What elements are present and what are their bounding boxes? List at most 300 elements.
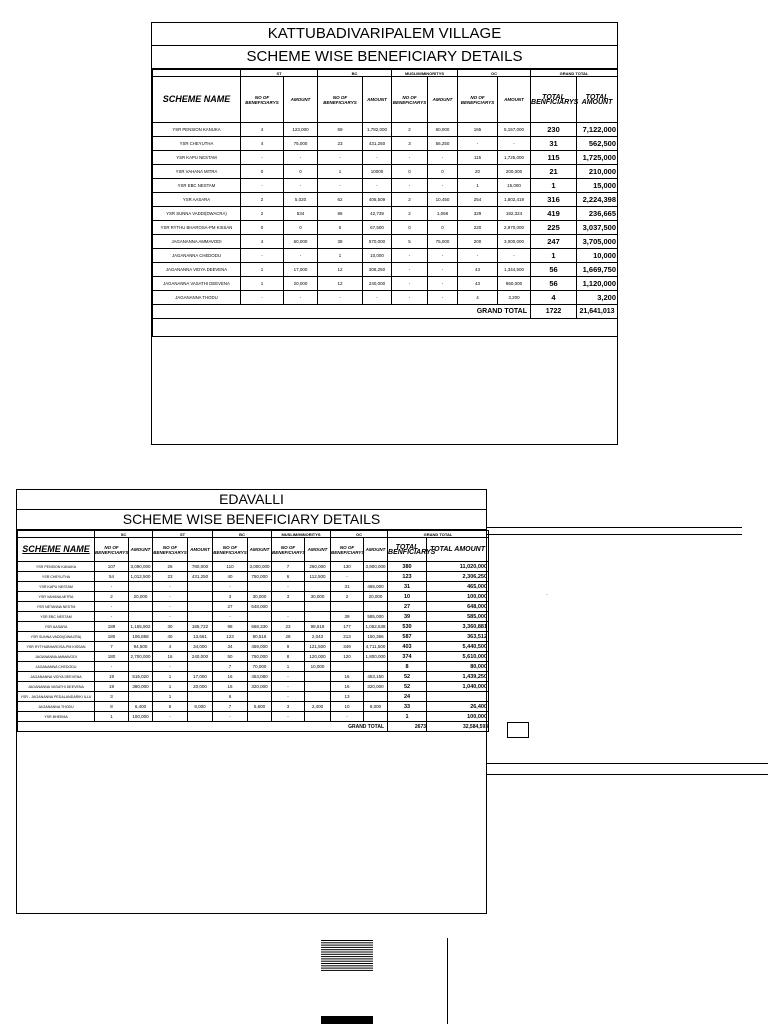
value-cell: - [498,249,531,263]
total-amt-cell: 363,512 [427,632,489,642]
value-cell: 8,000 [364,702,388,712]
value-cell: 75,000 [284,137,318,151]
value-cell: 750,000 [248,652,272,662]
total-amt-cell: 10,000 [577,249,618,263]
thumb-line [321,970,373,971]
scheme-name-cell: JAGANANNA AMMAVODI [18,652,95,662]
value-cell: 50 [213,652,248,662]
stray-mark: · [546,592,548,598]
value-cell: 320,000 [248,682,272,692]
value-cell: 431,250 [363,137,392,151]
total-ben-cell: 31 [388,582,427,592]
total-ben-cell: 56 [531,263,577,277]
table-row [18,572,489,582]
value-cell [305,602,331,612]
value-cell: - [95,582,129,592]
value-cell: - [428,277,458,291]
total-amt-cell: 80,000 [427,662,489,672]
value-cell: 1,802,419 [498,193,531,207]
total-amt-cell: 100,000 [427,712,489,722]
total-ben-cell: 39 [388,612,427,622]
total-amt-cell: 3,705,000 [577,235,618,249]
total-ben-cell: 21 [531,165,577,179]
total-ben-cell: 4 [531,291,577,305]
value-cell: 10,000 [305,662,331,672]
value-cell: - [241,179,284,193]
table-row [153,123,618,137]
value-cell: 254 [458,193,498,207]
value-cell: 1,344,500 [498,263,531,277]
value-cell: - [284,151,318,165]
table-row [153,263,618,277]
scheme-name-cell: YSR VAHANA MITRA [153,165,241,179]
amount-header: AMOUNT [363,77,392,123]
scheme-name-cell: YSR NETANNA NESTM [18,602,95,612]
table-row [18,622,489,632]
value-cell: 7 [213,662,248,672]
value-cell: - [318,291,363,305]
value-cell: 213 [331,632,364,642]
total-amt-cell: 648,000 [427,602,489,612]
scheme-name-cell: JAGANANNA THODU [18,702,95,712]
value-cell [305,712,331,722]
value-cell: 39 [331,612,364,622]
value-cell: - [331,712,364,722]
village-title: KATTUBADIVARIPALEM VILLAGE [152,23,617,46]
value-cell [305,582,331,592]
value-cell: 10000 [363,165,392,179]
value-cell: 4,711,500 [364,642,388,652]
total-ben-cell: 1 [531,249,577,263]
value-cell: 189 [95,622,129,632]
total-ben-cell: 403 [388,642,427,652]
value-cell [188,692,213,702]
total-amt-cell [427,692,489,702]
value-cell: 0 [284,165,318,179]
scheme-name-cell: YSR EBC NESTAM [18,612,95,622]
total-ben-cell: 374 [388,652,427,662]
value-cell: 1 [153,672,188,682]
value-cell: - [428,263,458,277]
value-cell: - [428,179,458,193]
value-cell: 34,000 [188,642,213,652]
thumb-line [321,963,373,964]
total-amt-cell: 210,000 [577,165,618,179]
value-cell: 1 [241,263,284,277]
value-cell: 220 [458,221,498,235]
value-cell: 5,020 [284,193,318,207]
scheme-name-cell: YSR KAPU NESTAM [153,151,241,165]
value-cell: 515,020 [129,672,153,682]
value-cell: - [392,277,428,291]
scheme-name-cell: JAGANANNA VASATHI DEEVENA [153,277,241,291]
value-cell: - [458,137,498,151]
table-row [153,277,618,291]
value-cell: 1 [153,682,188,692]
group-st: ST [153,531,213,538]
value-cell: 54 [95,572,129,582]
group-bc: BC [318,70,392,77]
value-cell: 2 [95,592,129,602]
value-cell: 16 [213,672,248,682]
value-cell: - [153,582,188,592]
value-cell: 98,519 [305,622,331,632]
value-cell: - [241,291,284,305]
table-row [153,179,618,193]
table-row [18,662,489,672]
total-ben-cell: 31 [531,137,577,151]
value-cell: 5 [153,702,188,712]
value-cell: 16 [331,682,364,692]
scheme-name-cell: YSR PENSION KANUKA [18,562,95,572]
scheme-name-cell: YSR BHEEMA [18,712,95,722]
table-row [18,612,489,622]
thumb-line [321,956,373,957]
value-cell: 90,516 [248,632,272,642]
value-cell [129,612,153,622]
value-cell: 31 [331,582,364,592]
edavalli-sheet [16,489,487,914]
value-cell: - [272,672,305,682]
grand-total-amt: 32,584,593 [427,722,489,732]
value-cell: 17,000 [188,672,213,682]
scheme-name-cell: YSR SUNNA VADDI(DWACRA) [153,207,241,221]
value-cell: 16 [213,682,248,692]
scheme-name-cell: JAGANANNA VIDYA DEEVENA [153,263,241,277]
scheme-name-cell: JAGANANNA VIDYA DEEVENA [18,672,95,682]
value-cell: 20,000 [364,592,388,602]
value-cell: 115 [458,151,498,165]
value-cell: 107 [95,562,129,572]
value-cell: 3 [272,702,305,712]
total-amt-cell: 100,000 [427,592,489,602]
value-cell: - [392,291,428,305]
group-grand-total: GRAND TOTAL [531,70,618,77]
value-cell: 20,000 [284,277,318,291]
value-cell: 62 [318,193,363,207]
total-amt-cell: 26,400 [427,702,489,712]
value-cell: 585,000 [364,612,388,622]
table-row [18,702,489,712]
table-row [153,221,618,235]
scheme-name-cell: YSR SUNNA VADDI(DWACRA) [18,632,95,642]
thumb-line [321,942,373,943]
total-ben-header: TOTAL BENFICIARYS [388,538,427,562]
scheme-name-cell: JAGANANNA CHEDODU [153,249,241,263]
group-minority: MUSLIM/MINORITYS [272,531,331,538]
scheme-name-cell: JAGANANNA THODU [153,291,241,305]
value-cell: 12 [318,277,363,291]
value-cell: - [284,291,318,305]
value-cell: 240,000 [363,277,392,291]
total-ben-cell: 1 [531,179,577,193]
value-cell: 0 [241,165,284,179]
value-cell: 453,080 [248,672,272,682]
value-cell: 4 [241,137,284,151]
value-cell: 28 [272,632,305,642]
grand-total-amt: 21,641,013 [577,305,618,319]
value-cell: 200 [458,235,498,249]
page-divider-line [447,938,448,1024]
value-cell: 2 [392,193,428,207]
value-cell [188,602,213,612]
amount-header: AMOUNT [129,538,153,562]
value-cell: 112,500 [305,572,331,582]
value-cell: - [213,712,248,722]
scheme-name-header: SCHEME NAME [153,77,241,123]
total-amt-header: TOTAL AMOUNT [427,538,489,562]
table-row [153,207,618,221]
value-cell: 16 [153,652,188,662]
value-cell: 6,400 [129,702,153,712]
value-cell: 60,000 [428,123,458,137]
group-sc: SC [95,531,153,538]
value-cell: 1,155,902 [129,622,153,632]
value-cell: 10 [331,702,364,712]
value-cell: - [153,712,188,722]
value-cell: 2 [241,207,284,221]
total-ben-cell: 10 [388,592,427,602]
value-cell: 453,150 [364,672,388,682]
scheme-name-cell: YSR PENSION KANUKA [153,123,241,137]
value-cell: 180 [95,632,129,642]
value-cell [129,662,153,672]
table-row [18,582,489,592]
value-cell: - [272,712,305,722]
total-ben-cell: 230 [531,123,577,137]
value-cell: 1 [318,249,363,263]
scheme-name-cell: YSR KAPU NESTAM [18,582,95,592]
total-ben-cell: 1 [388,712,427,722]
value-cell: 38 [318,235,363,249]
value-cell: 30,000 [305,592,331,602]
total-amt-cell: 1,040,000 [427,682,489,692]
scheme-name-cell: YSR CHEYUTHA [18,572,95,582]
thumb-line [321,945,373,946]
value-cell: - [153,602,188,612]
value-cell: 130 [331,562,364,572]
value-cell: 177 [331,622,364,632]
value-cell: 75,000 [428,235,458,249]
value-cell: 100,000 [129,712,153,722]
value-cell: 0 [428,165,458,179]
group-minority: MUSLIM/MINORITYS [392,70,458,77]
value-cell: 1 [153,692,188,702]
value-cell [129,582,153,592]
value-cell: 2,043 [305,632,331,642]
value-cell: 648,000 [248,602,272,612]
value-cell: 0 [284,221,318,235]
value-cell: 120 [331,652,364,662]
value-cell: 19 [95,672,129,682]
value-cell: 23 [153,572,188,582]
value-cell: 106,858 [129,632,153,642]
total-ben-header: TOTAL BENFICIARYS [531,77,577,123]
value-cell: 465,000 [364,582,388,592]
total-amt-cell: 1,439,250 [427,672,489,682]
value-cell [248,712,272,722]
value-cell: 200,000 [498,165,531,179]
value-cell: 2,400 [305,702,331,712]
grand-total-ben: 1722 [531,305,577,319]
value-cell: - [428,151,458,165]
value-cell [272,602,305,612]
no-of-header: NO OF BENEFICIARYS [241,77,284,123]
blank-row [153,319,618,337]
grand-total-row [153,305,618,319]
value-cell: 1 [458,179,498,193]
thumb-line [321,954,373,955]
value-cell: 1 [95,712,129,722]
total-ben-cell: 8 [388,662,427,672]
value-cell: - [153,592,188,602]
value-cell [248,612,272,622]
value-cell: 9 [272,642,305,652]
value-cell: 17,000 [284,263,318,277]
total-ben-cell: 316 [531,193,577,207]
value-cell: 2 [392,123,428,137]
scheme-name-cell: YSR CHEYUTHA [153,137,241,151]
value-cell: - [392,179,428,193]
group-oc: OC [458,70,531,77]
no-of-header: NO OF BENEFICIARYS [458,77,498,123]
value-cell: 7 [95,642,129,652]
value-cell: 4 [241,235,284,249]
value-cell: 110 [213,562,248,572]
value-cell: - [458,249,498,263]
value-cell [364,602,388,612]
value-cell: 42,739 [363,207,392,221]
value-cell: 23 [272,622,305,632]
value-cell [188,592,213,602]
kattubadivaripalem-sheet [151,22,618,445]
total-ben-cell: 33 [388,702,427,712]
table-row [18,682,489,692]
value-cell: 123,000 [284,123,318,137]
value-cell: 240,000 [188,652,213,662]
value-cell [364,712,388,722]
scheme-name-cell: YSR AASARA [18,622,95,632]
value-cell: 123 [213,632,248,642]
value-cell: 98 [213,622,248,632]
value-cell: 3 [272,592,305,602]
value-cell: 1,782,000 [363,123,392,137]
value-cell: 59 [318,123,363,137]
value-cell: 13 [331,692,364,702]
value-cell: 10,450 [428,193,458,207]
value-cell: 4 [458,291,498,305]
table-row [18,562,489,572]
table-ext-line [487,534,742,535]
total-amt-cell: 3,037,500 [577,221,618,235]
value-cell: - [318,151,363,165]
total-ben-cell: 225 [531,221,577,235]
total-amt-cell: 5,440,500 [427,642,489,652]
value-cell: 3 [95,692,129,702]
value-cell: 1,068 [428,207,458,221]
value-cell: - [428,291,458,305]
value-cell: 0 [392,221,428,235]
value-cell: 6 [213,692,248,702]
value-cell: 2 [392,207,428,221]
total-amt-cell: 562,500 [577,137,618,151]
value-cell [331,662,364,672]
total-ben-cell: 123 [388,572,427,582]
group-oc: OC [331,531,388,538]
value-cell: 5 [318,221,363,235]
amount-header: AMOUNT [428,77,458,123]
value-cell [248,692,272,702]
value-cell: - [272,682,305,692]
value-cell: 120,000 [305,652,331,662]
value-cell: 668,330 [248,622,272,632]
value-cell: 67,500 [363,221,392,235]
value-cell: 7 [272,562,305,572]
value-cell: 15,000 [498,179,531,193]
amount-header: AMOUNT [284,77,318,123]
value-cell: 4 [153,642,188,652]
scheme-name-cell: YSR EBC NESTAM [153,179,241,193]
group-header-row [153,70,618,77]
value-cell: 380,000 [129,682,153,692]
value-cell: 12 [318,263,363,277]
value-cell [129,602,153,612]
value-cell: 5,157,000 [498,123,531,137]
scheme-name-cell: JAGANANNA AMMAVODI [153,235,241,249]
value-cell: 1 [272,662,305,672]
total-amt-cell: 1,725,000 [577,151,618,165]
no-of-header: NO OF BENEFICIARYS [392,77,428,123]
value-cell: 3,900,000 [364,562,388,572]
total-ben-cell: 115 [531,151,577,165]
table-ext-line [487,527,742,528]
value-cell: 86 [318,207,363,221]
thumb-line [321,968,373,969]
value-cell: - [153,612,188,622]
value-cell: 34 [213,642,248,652]
scheme-name-cell: JAGANANNA VASATHI DEEVENA [18,682,95,692]
value-cell: 2 [331,592,364,602]
value-cell: - [95,662,129,672]
table-row [153,165,618,179]
value-cell: 8 [95,702,129,712]
value-cell: - [363,151,392,165]
value-cell: 2,970,000 [498,221,531,235]
value-cell: 1 [241,277,284,291]
value-cell: 860,000 [498,277,531,291]
beneficiary-table [152,69,618,337]
no-of-header: NO OF BENEFICIARYS [95,538,129,562]
table-row [153,249,618,263]
value-cell: - [331,572,364,582]
total-ben-cell: 52 [388,682,427,692]
thumb-line [321,949,373,950]
value-cell: - [95,612,129,622]
value-cell: 56,250 [428,137,458,151]
value-cell: 3,090,000 [129,562,153,572]
value-cell: - [318,179,363,193]
scheme-name-cell: JAGANANNA CHEDODU [18,662,95,672]
value-cell: 1 [318,165,363,179]
value-cell [188,582,213,592]
value-cell: 0 [241,221,284,235]
value-cell [188,712,213,722]
table-row [153,291,618,305]
value-cell: 8,000 [188,702,213,712]
amount-header: AMOUNT [498,77,531,123]
value-cell: 308,250 [363,263,392,277]
value-cell [248,582,272,592]
